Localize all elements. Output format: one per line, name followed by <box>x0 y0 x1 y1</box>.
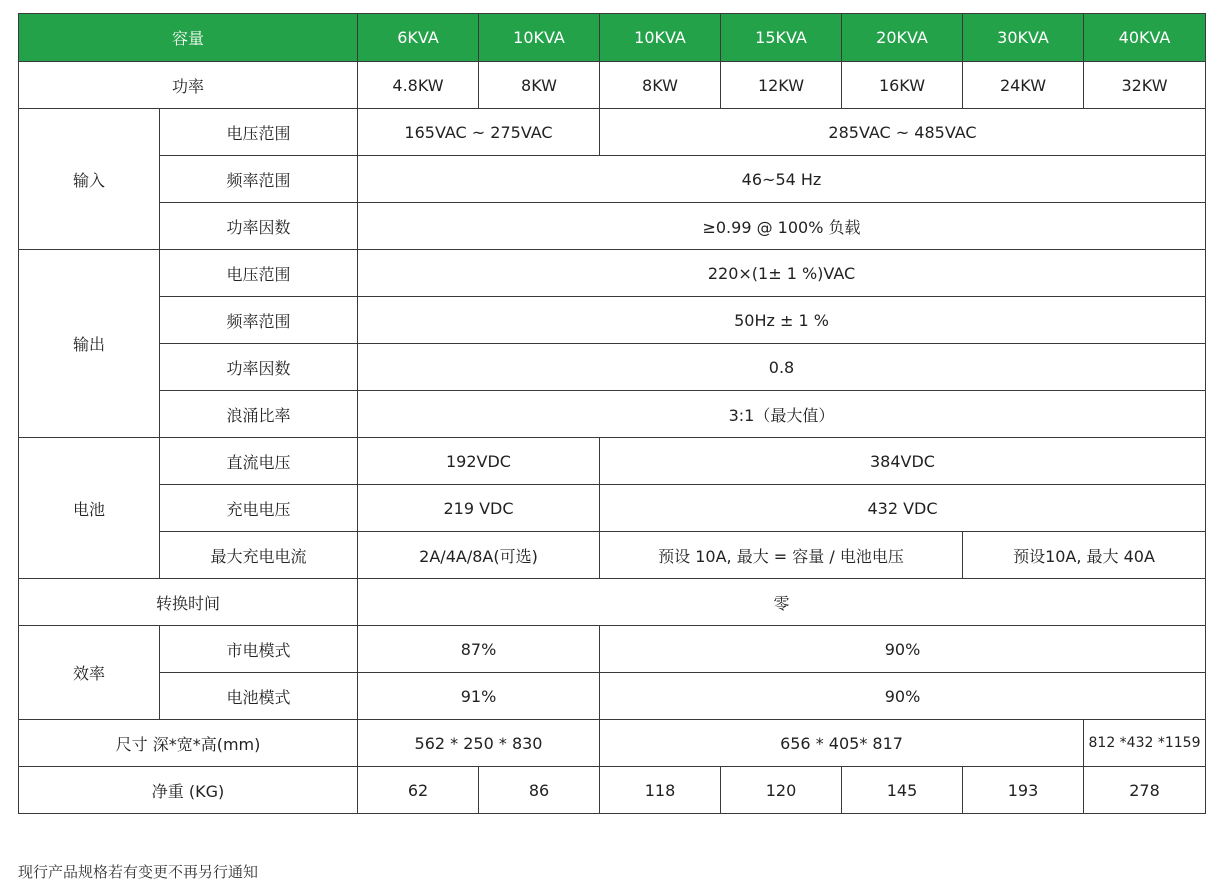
power-value: 16KW <box>842 62 963 109</box>
efficiency-battery-low: 91% <box>358 673 600 720</box>
battery-charge-row <box>19 485 1206 532</box>
battery-current-high: 预设10A, 最大 40A <box>963 532 1206 579</box>
battery-charge-high: 432 VDC <box>600 485 1206 532</box>
output-frequency-value: 50Hz ± 1 % <box>358 297 1206 344</box>
net-weight-row <box>19 767 1206 814</box>
efficiency-line-row <box>19 626 1206 673</box>
battery-current-label: 最大充电电流 <box>160 532 358 579</box>
footnote: 现行产品规格若有变更不再另行通知 <box>18 863 259 881</box>
output-pf-row <box>19 344 1206 391</box>
efficiency-section-label: 效率 <box>19 626 160 720</box>
battery-current-low: 2A/4A/8A(可选) <box>358 532 600 579</box>
input-frequency-row <box>19 156 1206 203</box>
output-pf-value: 0.8 <box>358 344 1206 391</box>
net-weight-value: 193 <box>963 767 1084 814</box>
battery-dc-low: 192VDC <box>358 438 600 485</box>
output-pf-label: 功率因数 <box>160 344 358 391</box>
spec-table <box>18 13 1206 814</box>
net-weight-value: 145 <box>842 767 963 814</box>
battery-dc-label: 直流电压 <box>160 438 358 485</box>
output-crest-row <box>19 391 1206 438</box>
transfer-time-label: 转换时间 <box>19 579 358 626</box>
dimensions-label: 尺寸 深*宽*高(mm) <box>19 720 358 767</box>
efficiency-line-label: 市电模式 <box>160 626 358 673</box>
net-weight-label: 净重 (KG) <box>19 767 358 814</box>
input-frequency-label: 频率范围 <box>160 156 358 203</box>
dimensions-high: 812 *432 *1159 <box>1084 720 1206 767</box>
net-weight-value: 120 <box>721 767 842 814</box>
model-header: 10KVA <box>600 14 721 62</box>
input-frequency-value: 46~54 Hz <box>358 156 1206 203</box>
efficiency-battery-row <box>19 673 1206 720</box>
power-value: 8KW <box>600 62 721 109</box>
input-voltage-label: 电压范围 <box>160 109 358 156</box>
efficiency-battery-label: 电池模式 <box>160 673 358 720</box>
efficiency-battery-high: 90% <box>600 673 1206 720</box>
battery-charge-label: 充电电压 <box>160 485 358 532</box>
battery-current-row <box>19 532 1206 579</box>
output-voltage-value: 220×(1± 1 %)VAC <box>358 250 1206 297</box>
model-header: 10KVA <box>479 14 600 62</box>
efficiency-line-low: 87% <box>358 626 600 673</box>
battery-section-label: 电池 <box>19 438 160 579</box>
input-pf-row <box>19 203 1206 250</box>
input-voltage-row <box>19 109 1206 156</box>
input-pf-value: ≥0.99 @ 100% 负载 <box>358 203 1206 250</box>
dimensions-row <box>19 720 1206 767</box>
output-frequency-label: 频率范围 <box>160 297 358 344</box>
battery-current-mid: 预设 10A, 最大 = 容量 / 电池电压 <box>600 532 963 579</box>
input-pf-label: 功率因数 <box>160 203 358 250</box>
output-voltage-label: 电压范围 <box>160 250 358 297</box>
power-value: 8KW <box>479 62 600 109</box>
transfer-time-row <box>19 579 1206 626</box>
power-value: 12KW <box>721 62 842 109</box>
output-crest-label: 浪涌比率 <box>160 391 358 438</box>
capacity-header-row <box>19 14 1206 62</box>
transfer-time-value: 零 <box>358 579 1206 626</box>
net-weight-value: 62 <box>358 767 479 814</box>
model-header: 15KVA <box>721 14 842 62</box>
power-label: 功率 <box>19 62 358 109</box>
efficiency-line-high: 90% <box>600 626 1206 673</box>
capacity-label: 容量 <box>19 14 358 62</box>
output-section-label: 输出 <box>19 250 160 438</box>
net-weight-value: 86 <box>479 767 600 814</box>
model-header: 30KVA <box>963 14 1084 62</box>
model-header: 6KVA <box>358 14 479 62</box>
dimensions-low: 562 * 250 * 830 <box>358 720 600 767</box>
output-frequency-row <box>19 297 1206 344</box>
output-crest-value: 3:1（最大值） <box>358 391 1206 438</box>
battery-dc-row <box>19 438 1206 485</box>
power-value: 24KW <box>963 62 1084 109</box>
output-voltage-row <box>19 250 1206 297</box>
net-weight-value: 118 <box>600 767 721 814</box>
model-header: 20KVA <box>842 14 963 62</box>
power-value: 4.8KW <box>358 62 479 109</box>
dimensions-mid: 656 * 405* 817 <box>600 720 1084 767</box>
model-header: 40KVA <box>1084 14 1206 62</box>
net-weight-value: 278 <box>1084 767 1206 814</box>
input-voltage-high: 285VAC ~ 485VAC <box>600 109 1206 156</box>
battery-dc-high: 384VDC <box>600 438 1206 485</box>
input-voltage-low: 165VAC ~ 275VAC <box>358 109 600 156</box>
battery-charge-low: 219 VDC <box>358 485 600 532</box>
power-row <box>19 62 1206 109</box>
power-value: 32KW <box>1084 62 1206 109</box>
input-section-label: 输入 <box>19 109 160 250</box>
